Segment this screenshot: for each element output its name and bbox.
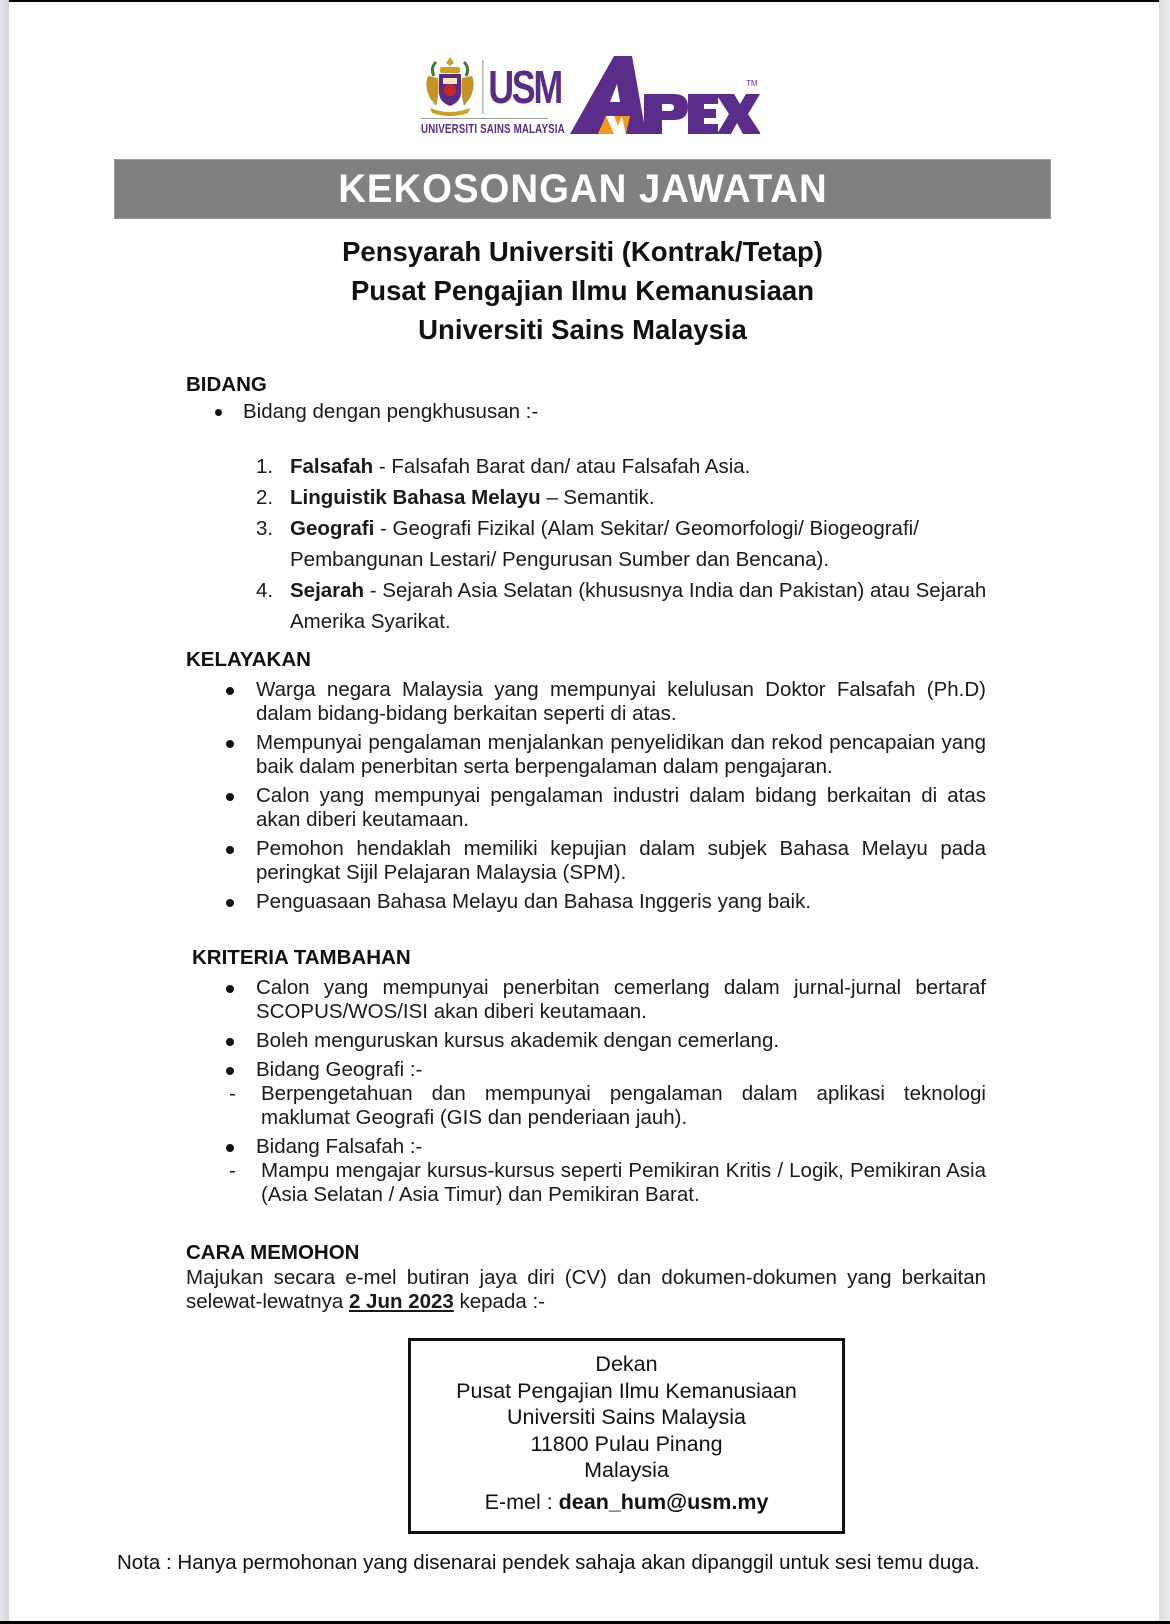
bullet-icon [226,985,234,993]
section-heading-kelayakan: KELAYAKAN [186,648,311,671]
svg-text:TM: TM [746,79,758,88]
bidang-item [256,513,930,575]
title-line-university: Universiti Sains Malaysia [418,314,747,345]
section-heading-bidang: BIDANG [186,373,267,396]
usm-subtitle: UNIVERSITI SAINS MALAYSIA [421,122,565,136]
bullet-icon [226,1038,234,1046]
bidang-list [256,451,1016,637]
address-recipient: Dekan [595,1352,658,1376]
kelayakan-item: Pemohon hendaklah memiliki kepujian dalam subjek Bahasa Melayu pada peringkat Sijil Pelajaran Malaysia (SPM). [226,837,986,885]
kriteria-item: Boleh menguruskan kursus akademik dengan cemerlang. [226,1029,986,1053]
dash-marker: - [229,1082,236,1105]
kelayakan-item: Calon yang mempunyai pengalaman industri dalam bidang berkaitan di atas akan diberi keutamaan. [226,784,986,832]
kelayakan-list [226,678,986,919]
item-number: 1. [256,455,274,478]
application-instructions: Majukan secara e-mel butiran jaya diri (CV) dan dokumen-dokumen yang berkaitan selewat-lewatnya 2 Jun 2023 kepada :- [186,1266,986,1313]
section-heading-kriteria: KRITERIA TAMBAHAN [192,946,411,969]
viewer-frame-right [1159,0,1170,1624]
email-label: E-mel : [484,1489,559,1514]
field-name: Sejarah [290,579,365,602]
bullet-icon [215,409,222,416]
viewer-frame-left [0,0,9,1624]
address-university: Universiti Sains Malaysia [507,1405,746,1429]
field-name: Geografi [290,517,375,540]
section-heading-cara-memohon: CARA MEMOHON [186,1241,360,1264]
title-line-school: Pusat Pengajian Ilmu Kemanusiaan [350,275,815,306]
kriteria-item: Calon yang mempunyai penerbitan cemerlang dalam jurnal-jurnal bertaraf SCOPUS/WOS/ISI akan diberi keutamaan. [226,976,986,1024]
item-number: 4. [256,579,274,602]
item-number: 2. [256,486,274,509]
address-box [408,1338,845,1534]
apex-logo-icon [570,54,760,140]
kelayakan-item: Mempunyai pengalaman menjalankan penyelidikan dan rekod pencapaian yang baik dalam penerbitan serta berpengalaman dalam pengajaran. [226,731,986,779]
kelayakan-item: Warga negara Malaysia yang mempunyai kelulusan Doktor Falsafah (Ph.D) dalam bidang-bidang berkaitan seperti di atas. [226,678,986,726]
field-name: Linguistik Bahasa Melayu [290,486,541,509]
kriteria-item: Bidang Falsafah :- [226,1135,986,1159]
item-number: 3. [256,517,274,540]
address-school: Pusat Pengajian Ilmu Kemanusiaan [456,1378,797,1403]
position-title [115,232,1050,349]
field-desc: – Semantik. [540,486,655,509]
address-country: Malaysia [584,1458,669,1482]
header-logos [418,52,758,142]
footnote: Nota : Hanya permohonan yang disenarai pendek sahaja akan dipanggil untuk sesi temu duga. [117,1551,980,1574]
kriteria-item: Bidang Geografi :- [226,1058,986,1082]
kriteria-subitem: - Mampu mengajar kursus-kursus seperti Pemikiran Kritis / Logik, Pemikiran Asia (Asia Selatan / Asia Timur) dan Pemikiran Barat. [229,1159,986,1206]
bullet-icon [226,740,234,748]
deadline-date: 2 Jun 2023 [348,1290,454,1313]
field-desc: - Falsafah Barat dan/ atau Falsafah Asia. [373,455,751,478]
field-desc: - Sejarah Asia Selatan (khususnya India dan Pakistan) atau Sejarah Amerika Syarikat. [290,579,987,633]
bullet-icon [226,1144,234,1152]
page-top-border [0,0,1170,2]
bidang-item [256,482,1016,513]
bullet-icon [226,793,234,801]
kelayakan-item: Penguasaan Bahasa Melayu dan Bahasa Inggeris yang baik. [226,890,986,914]
bidang-intro: Bidang dengan pengkhususan :- [243,400,539,423]
bidang-item [256,451,1016,482]
field-desc: - Geografi Fizikal (Alam Sekitar/ Geomorfologi/ Biogeografi/ Pembangunan Lestari/ Pengurusan Sumber dan Bencana). [290,517,919,571]
field-name: Falsafah [290,455,374,478]
usm-crest-icon [422,54,478,118]
email-link[interactable]: dean_hum@usm.my [558,1489,769,1514]
usm-wordmark: USM [482,60,561,114]
dash-marker: - [229,1159,236,1182]
title-line-position: Pensyarah Universiti (Kontrak/Tetap) [342,236,823,267]
address-postcode-city: 11800 Pulau Pinang [530,1431,723,1456]
usm-divider [421,118,548,119]
bullet-icon [226,899,234,907]
bidang-item [256,575,1025,637]
kriteria-list [226,976,986,1212]
vacancy-banner [115,160,1050,218]
bullet-icon [226,687,234,695]
kriteria-subitem: - Berpengetahuan dan mempunyai pengalaman dalam aplikasi teknologi maklumat Geografi (GIS dan penderiaan jauh). [229,1082,986,1129]
banner-title: KEKOSONGAN JAWATAN [337,166,828,211]
bullet-icon [226,846,234,854]
bullet-icon [226,1067,234,1075]
address-email-line [411,1489,842,1516]
